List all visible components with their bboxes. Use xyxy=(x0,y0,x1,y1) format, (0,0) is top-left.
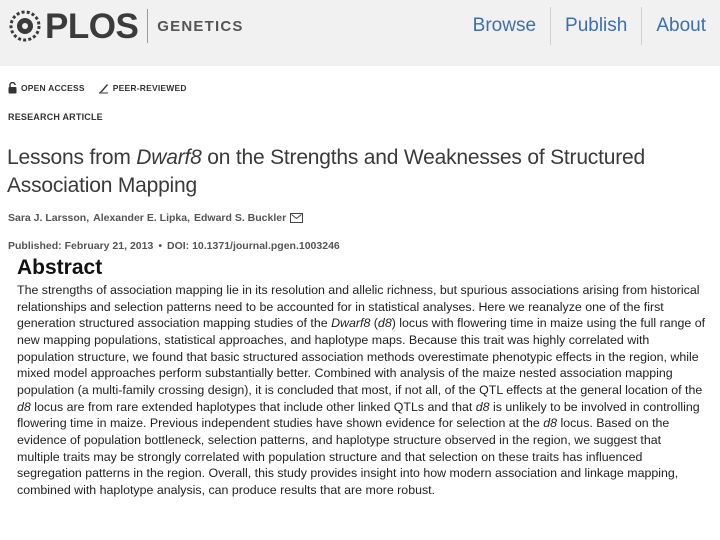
main-nav xyxy=(459,6,720,46)
open-access-badge[interactable] xyxy=(8,82,85,94)
logo-text: PLOS xyxy=(45,6,139,46)
author-link[interactable]: Alexander E. Lipka, xyxy=(93,212,190,224)
nav-about[interactable]: About xyxy=(656,15,706,36)
article-badges xyxy=(8,82,200,94)
open-access-lock-icon xyxy=(8,82,17,94)
separator-dot: • xyxy=(158,240,162,252)
nav-publish[interactable]: Publish xyxy=(565,15,628,36)
article-title: Lessons from Dwarf8 on the Strengths and Weaknesses of Structured Association Mapping xyxy=(7,146,645,197)
nav-browse[interactable]: Browse xyxy=(472,15,537,36)
peer-reviewed-icon xyxy=(98,82,109,94)
open-access-label: OPEN ACCESS xyxy=(21,83,85,93)
abstract-heading: Abstract xyxy=(17,256,103,279)
plos-genetics-logo[interactable] xyxy=(8,6,244,46)
abstract-text: The strengths of association mapping lie in its resolution and allelic richness, but spurious associations arising from historical relationships and selection patterns need to be accounted for in statistical analyses. Here we reanalyze one of the first generation structured association mapping studies of the Dwarf8 (d8) locus with flowering time in maize using the full range of new mapping populations, statistical approaches, and haplotype maps. Because this trait was highly correlated with population structure, we found that basic structured association methods overestimate phenotypic effects in the region, while mixed model approaches perform substantially better. Combined with analysis of the maize nested association mapping population (a multi-family crossing design), it is concluded that most, if not all, of the QTL effects at the general location of the d8 locus are from rare extended haplotypes that include other linked QTLs and that d8 is unlikely to be involved in controlling flowering time in maize. Previous independent studies have shown evidence for selection at the d8 locus. Based on the evidence of population bottleneck, selection patterns, and haplotype structure observed in the region, we suggest that multiple traits may be strongly correlated with population structure and that selection on these traits has influenced segregation patterns in the region. Overall, this study provides insight into how modern association and linkage mapping, combined with haplotype analysis, can produce results that are more robust. xyxy=(17,283,706,497)
publication-info xyxy=(8,240,340,252)
article-type: RESEARCH ARTICLE xyxy=(8,112,103,122)
journal-name: GENETICS xyxy=(157,17,244,35)
email-icon[interactable] xyxy=(290,213,303,223)
plos-logo-icon xyxy=(8,9,42,43)
author-link[interactable]: Sara J. Larsson, xyxy=(8,212,90,224)
peer-reviewed-badge[interactable] xyxy=(98,82,187,94)
author-list xyxy=(8,212,303,224)
doi-link[interactable]: DOI: 10.1371/journal.pgen.1003246 xyxy=(167,240,340,252)
published-date: Published: February 21, 2013 xyxy=(8,240,154,252)
site-header xyxy=(0,0,720,66)
author-link[interactable]: Edward S. Buckler xyxy=(194,212,287,224)
peer-reviewed-label: PEER-REVIEWED xyxy=(112,83,187,93)
brand-divider xyxy=(147,9,148,43)
